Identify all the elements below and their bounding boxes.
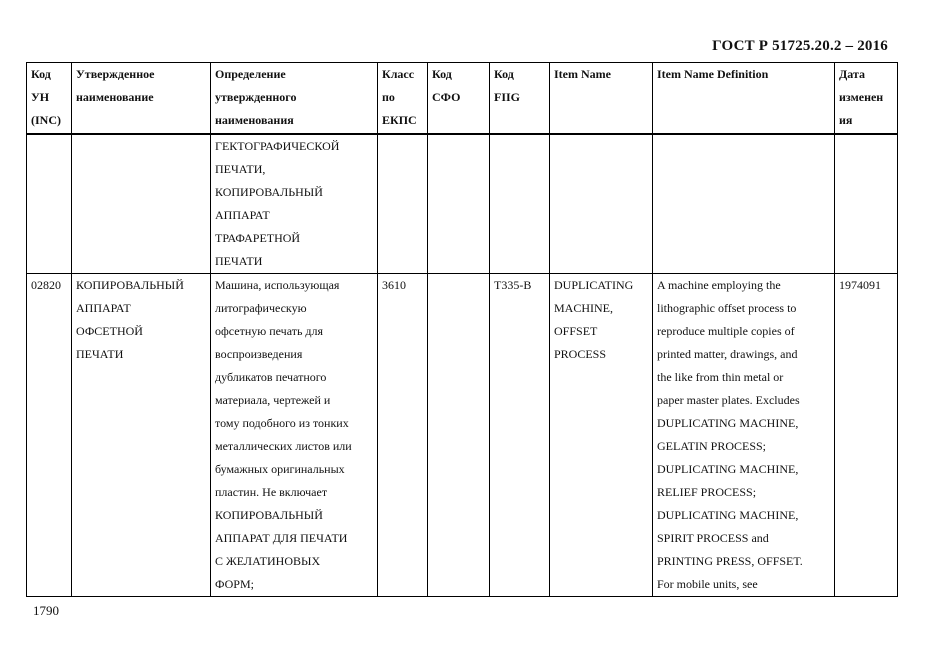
column-header-sfo-code: Код СФО	[428, 63, 490, 135]
table-cell	[428, 274, 490, 597]
table-cell	[72, 134, 211, 274]
table-cell	[27, 134, 72, 274]
table-row	[27, 274, 898, 597]
column-header-fiig-code: Код FIIG	[490, 63, 550, 135]
table-cell	[835, 134, 898, 274]
table-cell: T335-B	[490, 274, 550, 597]
column-header-change-date: Дата изменен ия	[835, 63, 898, 135]
document-header: ГОСТ Р 51725.20.2 – 2016	[712, 38, 888, 54]
column-header-name-definition: Определение утвержденного наименования	[211, 63, 378, 135]
column-header-ekps-class: Класс по ЕКПС	[378, 63, 428, 135]
table-cell: КОПИРОВАЛЬНЫЙ АППАРАТ ОФСЕТНОЙ ПЕЧАТИ	[72, 274, 211, 597]
table-cell	[378, 134, 428, 274]
column-header-item-name-definition: Item Name Definition	[653, 63, 835, 135]
column-header-inc-code: Код УН (INC)	[27, 63, 72, 135]
table-cell: 1974091	[835, 274, 898, 597]
table-cell	[550, 134, 653, 274]
classification-table	[26, 62, 898, 597]
column-header-item-name: Item Name	[550, 63, 653, 135]
column-header-approved-name: Утвержденное наименование	[72, 63, 211, 135]
table-cell: ГЕКТОГРАФИЧЕСКОЙ ПЕЧАТИ, КОПИРОВАЛЬНЫЙ АППАРАТ ТРАФАРЕТНОЙ ПЕЧАТИ	[211, 134, 378, 274]
table-cell: Машина, использующая литографическую офсетную печать для воспроизведения дубликатов печатного материала, чертежей и тому подобного из тонких металлических листов или бумажных оригинальных пластин. Не включает КОПИРОВАЛЬНЫЙ АППАРАТ ДЛЯ ПЕЧАТИ С ЖЕЛАТИНОВЫХ ФОРМ;	[211, 274, 378, 597]
table-cell: 02820	[27, 274, 72, 597]
table-row	[27, 134, 898, 274]
table-cell	[653, 134, 835, 274]
table-cell	[428, 134, 490, 274]
table-header-row	[27, 63, 898, 135]
table-cell: 3610	[378, 274, 428, 597]
table-cell: A machine employing the lithographic offset process to reproduce multiple copies of printed matter, drawings, and the like from thin metal or paper master plates. Excludes DUPLICATING MACHINE, GELATIN PROCESS; DUPLICATING MACHINE, RELIEF PROCESS; DUPLICATING MACHINE, SPIRIT PROCESS and PRINTING PRESS, OFFSET. For mobile units, see	[653, 274, 835, 597]
table-cell	[490, 134, 550, 274]
page-number: 1790	[33, 603, 59, 618]
table-cell: DUPLICATING MACHINE, OFFSET PROCESS	[550, 274, 653, 597]
